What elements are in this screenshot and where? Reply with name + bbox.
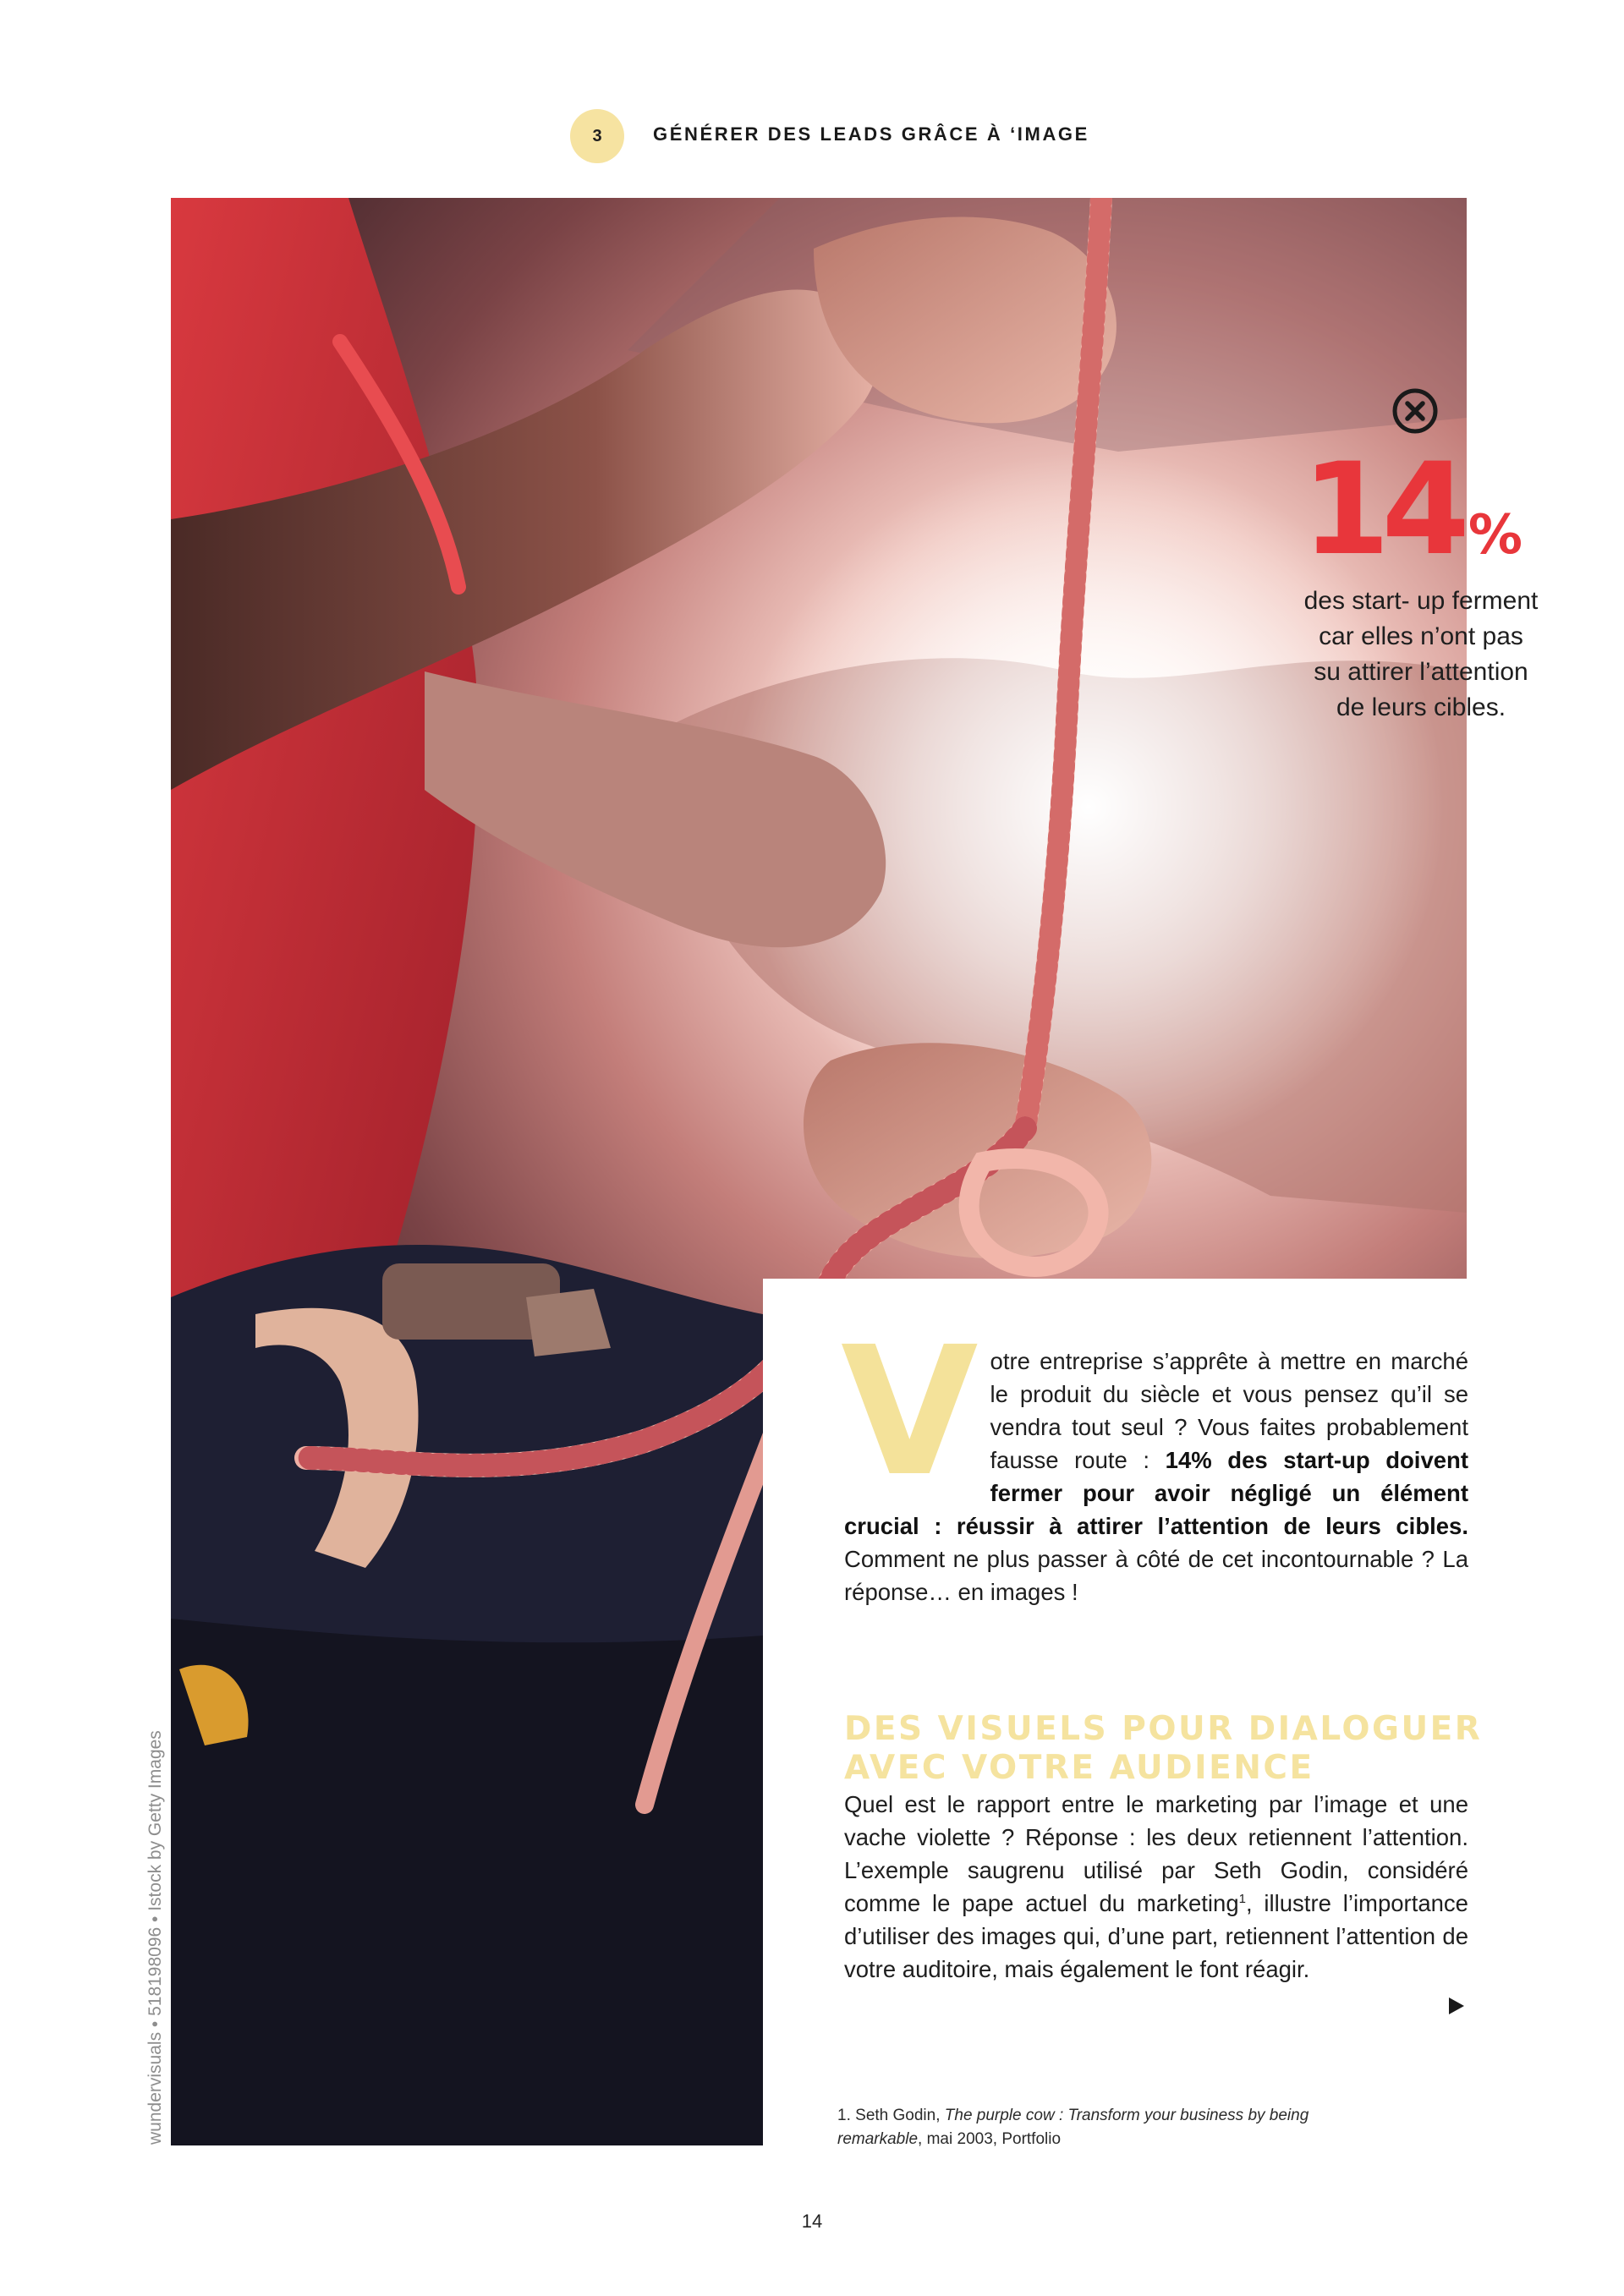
footnote-author: Seth Godin, bbox=[855, 2107, 941, 2124]
intro-text: otre entreprise s’apprête à mettre en marché le produit du siècle et vous pensez qu’il se vendra tout seul ? Vous faites probablement fausse route : bbox=[990, 1348, 1468, 1473]
chapter-badge: 3 bbox=[570, 109, 624, 163]
section-heading bbox=[844, 1710, 1487, 1788]
stat-value bbox=[1218, 436, 1522, 584]
stat-caption bbox=[1260, 584, 1582, 726]
dropcap: V bbox=[841, 1308, 979, 1515]
stat-caption-line: su attirer l’attention bbox=[1314, 658, 1528, 686]
section-heading-line: AVEC VOTRE AUDIENCE bbox=[844, 1749, 1314, 1787]
chapter-title: GÉNÉRER DES LEADS GRÂCE À ‘IMAGE bbox=[653, 123, 1089, 145]
intro-bold: 14% des start-up doivent fermer pour avoir négligé un élément crucial : réussir à attirer l’attention de leurs cibles. bbox=[844, 1447, 1468, 1539]
page-number: 14 bbox=[801, 2211, 823, 2232]
footnote-details: , mai 2003, Portfolio bbox=[918, 2130, 1062, 2148]
section-heading-line: DES VISUELS POUR DIALOGUER bbox=[844, 1710, 1483, 1748]
continue-arrow-icon[interactable] bbox=[1448, 1997, 1465, 2015]
footnote-book-title: The purple cow : Transform your business by being remarkable bbox=[837, 2107, 1309, 2148]
stat-number: 14 bbox=[1302, 436, 1462, 584]
section-body-text-end: , illustre l’importance d’utiliser des images qui, d’une part, retiennent l’attention de votre auditoire, mais également le font réagir. bbox=[844, 1890, 1468, 1982]
intro-paragraph bbox=[841, 1308, 1468, 1608]
stat-caption-line: car elles n’ont pas bbox=[1319, 622, 1523, 650]
footnote-reference[interactable]: 1 bbox=[1238, 1891, 1246, 1906]
footnote bbox=[837, 2104, 1362, 2151]
intro-text-end: Comment ne plus passer à côté de cet incontournable ? La réponse… en images ! bbox=[844, 1546, 1468, 1605]
stat-percent: % bbox=[1468, 504, 1522, 567]
section-body bbox=[844, 1788, 1468, 1986]
stat-caption-line: de leurs cibles. bbox=[1336, 693, 1506, 721]
stat-caption-line: des start- up ferment bbox=[1303, 587, 1539, 615]
photo-credit: wundervisuals • 518198096 • Istock by Getty Images bbox=[145, 1730, 165, 2145]
section-body-text: Quel est le rapport entre le marketing par l’image et une vache violette ? Réponse : les deux retiennent l’attention. L’exemple saugrenu utilisé par Seth Godin, considéré comme le pape actuel du marketing bbox=[844, 1791, 1468, 1916]
close-circle-icon bbox=[1391, 387, 1439, 435]
footnote-number: 1. bbox=[837, 2107, 851, 2124]
